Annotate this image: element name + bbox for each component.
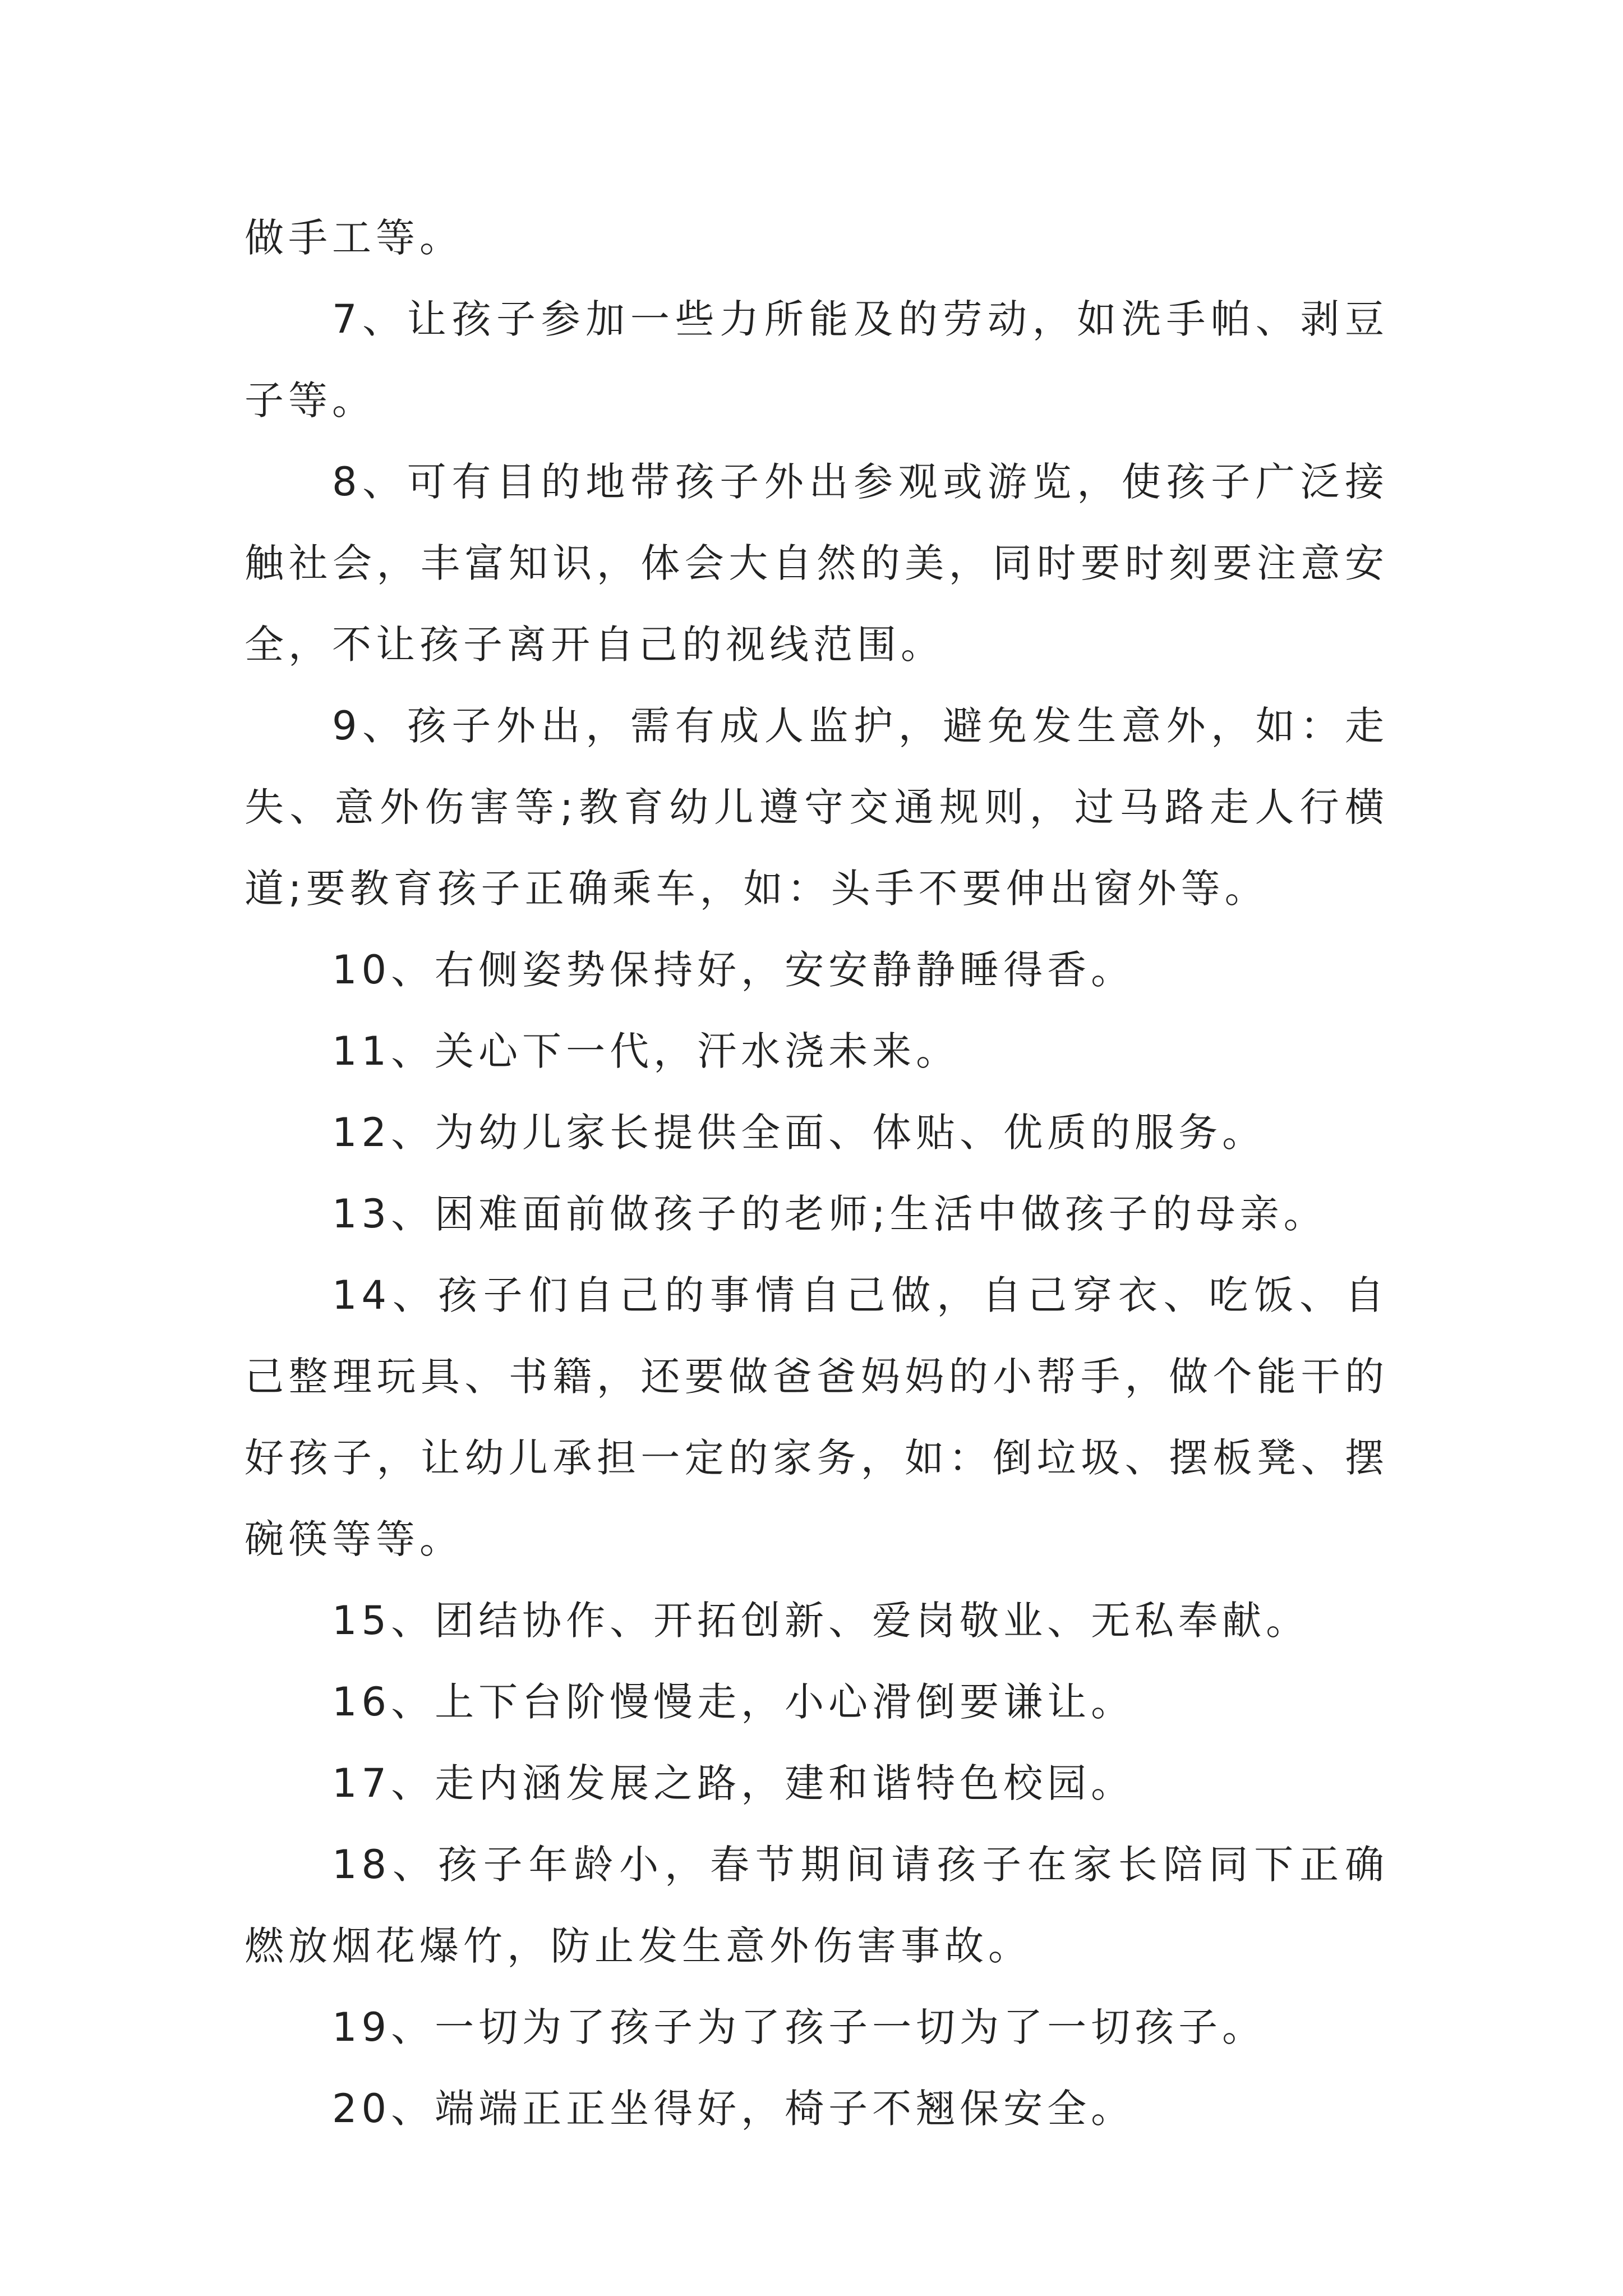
list-item-12: 12、为幼儿家长提供全面、体贴、优质的服务。 (332, 1110, 1266, 1156)
list-item-7: 7、让孩子参加一些力所能及的劳动，如洗手帕、剥豆子等。 (245, 296, 1389, 424)
document-body (245, 197, 1389, 2150)
list-item-19: 19、一切为了孩子为了孩子一切为了一切孩子。 (332, 2004, 1266, 2050)
list-item-16: 16、上下台阶慢慢走，小心滑倒要谦让。 (332, 1679, 1135, 1725)
list-item-10: 10、右侧姿势保持好，安安静静睡得香。 (332, 947, 1135, 993)
paragraph-continuation: 做手工等。 (245, 215, 463, 261)
list-item-11: 11、关心下一代，汗水浇未来。 (332, 1028, 960, 1074)
list-item-14: 14、孩子们自己的事情自己做，自己穿衣、吃饭、自己整理玩具、书籍，还要做爸爸妈妈的小帮手，做个能干的好孩子，让幼儿承担一定的家务，如：倒垃圾、摆板凳、摆碗筷等等。 (245, 1272, 1389, 1562)
list-item-15: 15、团结协作、开拓创新、爱岗敬业、无私奉献。 (332, 1598, 1310, 1644)
list-item-8: 8、可有目的地带孩子外出参观或游览，使孩子广泛接触社会，丰富知识，体会大自然的美，同时要时刻要注意安全，不让孩子离开自己的视线范围。 (245, 459, 1389, 668)
list-item-20: 20、端端正正坐得好，椅子不翘保安全。 (332, 2086, 1135, 2132)
list-item-13: 13、困难面前做孩子的老师;生活中做孩子的母亲。 (332, 1191, 1327, 1237)
list-item-17: 17、走内涵发展之路，建和谐特色校园。 (332, 1760, 1135, 1806)
list-item-9: 9、孩子外出，需有成人监护，避免发生意外，如：走失、意外伤害等;教育幼儿遵守交通规则，过马路走人行横道;要教育孩子正确乘车，如：头手不要伸出窗外等。 (245, 703, 1389, 912)
list-item-18: 18、孩子年龄小，春节期间请孩子在家长陪同下正确燃放烟花爆竹，防止发生意外伤害事故。 (245, 1842, 1389, 1969)
